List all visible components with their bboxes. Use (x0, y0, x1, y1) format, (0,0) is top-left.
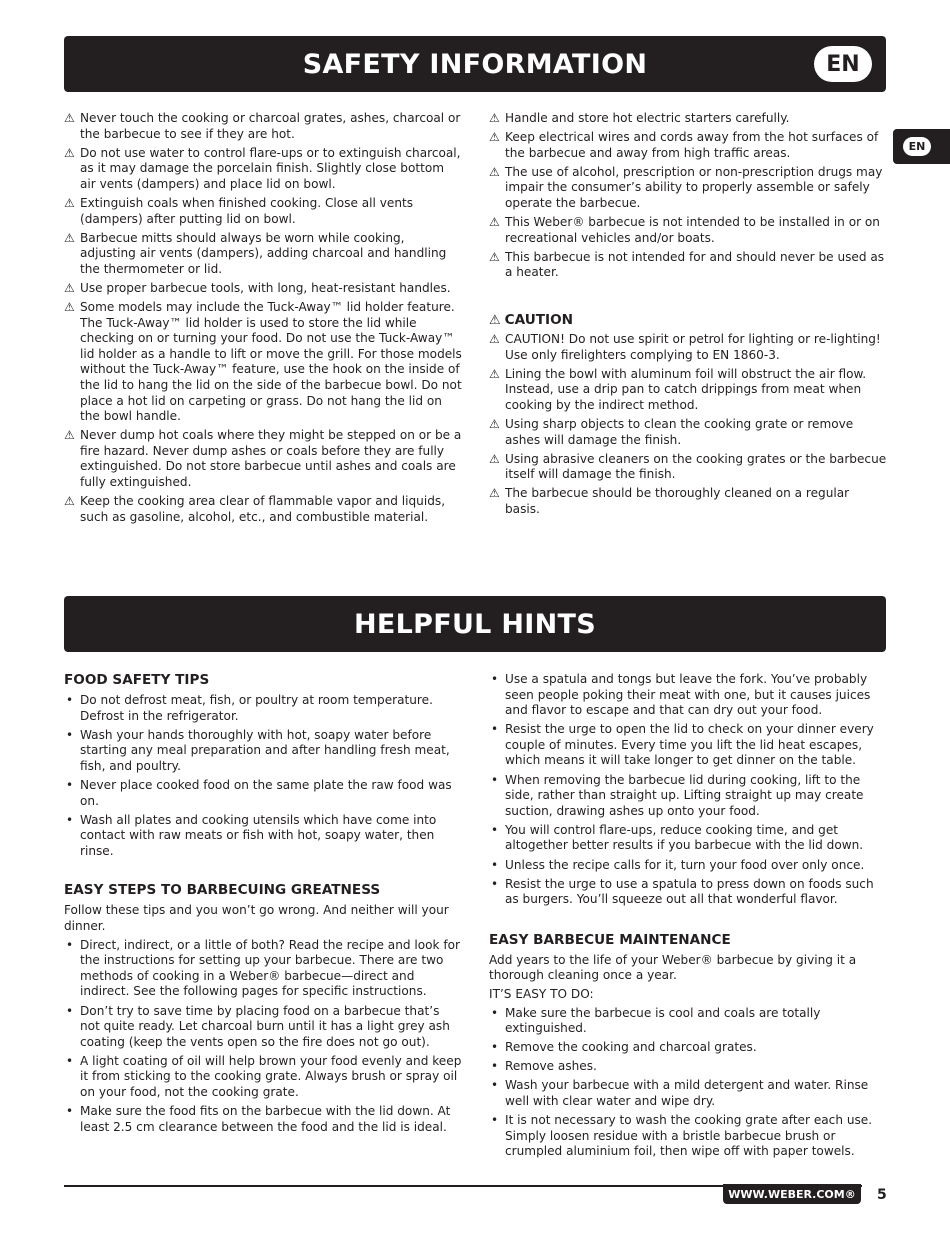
warning-item: ⚠ Never touch the cooking or charcoal grates, ashes, charcoal or the barbecue to see if they are hot. (64, 111, 461, 141)
warning-item: ⚠ This Weber® barbecue is not intended to be installed in or on recreational vehicles and/or boats. (489, 215, 880, 245)
warning-icon: ⚠ (64, 230, 75, 245)
maintenance-easy-label: IT’S EASY TO DO: (489, 987, 594, 1001)
easy-steps-intro: Follow these tips and you won’t go wrong. And neither will your dinner. (64, 903, 449, 934)
warning-item: ⚠ The use of alcohol, prescription or non-prescription drugs may impair the consumer’s ability to properly assemble or safely operate the barbecue. (489, 164, 883, 210)
list-item: • Resist the urge to open the lid to check on your dinner every couple of minutes. Every time you lift the lid heat escapes, which means it will take longer to get dinner on the table. (491, 722, 874, 768)
easy-steps-heading: EASY STEPS TO BARBECUING GREATNESS (64, 882, 381, 899)
bullet-icon: • (491, 822, 499, 837)
bullet-icon: • (491, 1078, 499, 1093)
list-item: • Remove the cooking and charcoal grates. (491, 1040, 757, 1055)
warning-item: ⚠ Handle and store hot electric starters carefully. (489, 111, 790, 125)
list-item: • Wash your barbecue with a mild detergent and water. Rinse well with clear water and wipe dry. (491, 1078, 869, 1109)
bullet-icon: • (66, 1053, 74, 1068)
bullet-icon: • (66, 777, 74, 792)
safety-information-title: SAFETY INFORMATION (302, 48, 648, 80)
list-item: • It is not necessary to wash the cooking grate after each use. Simply loosen residue with a bristle barbecue brush or crumpled aluminium foil, then wipe off with paper towels. (491, 1113, 873, 1159)
warning-icon: ⚠ (489, 486, 500, 501)
warning-item: ⚠ This barbecue is not intended for and should never be used as a heater. (489, 249, 885, 280)
warning-icon: ⚠ (489, 366, 500, 381)
warning-item: ⚠ Do not use water to control flare-ups or to extinguish charcoal, as it may damage the porcelain finish. Slightly close bottom air vents (dampers) and place lid on bowl. (64, 145, 461, 191)
website-link[interactable]: WWW.WEBER.COM® (723, 1184, 861, 1204)
language-side-badge: EN (903, 137, 931, 156)
bullet-icon: • (491, 1059, 499, 1074)
bullet-icon: • (491, 772, 499, 787)
food-safety-heading: FOOD SAFETY TIPS (64, 672, 210, 688)
caution-section (489, 312, 887, 521)
list-item: • Don’t try to save time by placing food on a barbecue that’s not quite ready. Let charcoal burn until it has a light grey ash coating (keep the vents open so the fire does not go out). (66, 1003, 450, 1049)
bullet-icon: • (491, 722, 499, 737)
helpful-hints-banner (64, 596, 886, 652)
warning-icon: ⚠ (64, 145, 75, 160)
bullet-icon: • (66, 812, 74, 827)
bullet-icon: • (491, 1040, 499, 1055)
safety-left-column (64, 111, 462, 529)
list-item: • Wash all plates and cooking utensils which have come into contact with raw meats or fish with hot, soapy water, then rinse. (66, 812, 437, 858)
caution-heading: ⚠ CAUTION (489, 312, 574, 328)
list-item: • Unless the recipe calls for it, turn your food over only once. (491, 857, 865, 872)
list-item: • Wash your hands thoroughly with hot, soapy water before starting any meal preparation and after handling fresh meat, fish, and poultry. (66, 727, 450, 773)
list-item: • A light coating of oil will help brown your food evenly and keep it from sticking to the cooking grate. Always brush or spray oil on your food, not the cooking grate. (66, 1053, 462, 1099)
bullet-icon: • (491, 1113, 499, 1128)
bullet-icon: • (491, 857, 499, 872)
warning-item: ⚠ Barbecue mitts should always be worn while cooking, adjusting air vents (dampers), adding charcoal and handling the thermometer or lid. (64, 230, 447, 276)
warning-icon: ⚠ (489, 313, 501, 328)
warning-icon: ⚠ (489, 164, 500, 179)
caution-item: ⚠ The barbecue should be thoroughly cleaned on a regular basis. (489, 486, 850, 516)
warning-icon: ⚠ (489, 215, 500, 230)
safety-information-banner (64, 36, 886, 92)
food-safety-list (64, 693, 462, 859)
warning-icon: ⚠ (64, 428, 75, 443)
caution-item: ⚠ Using sharp objects to clean the cooking grate or remove ashes will damage the finish. (489, 416, 854, 447)
warning-item: ⚠ Never dump hot coals where they might be stepped on or be a fire hazard. Never dump ashes or coals before they are fully extinguished. Do not store barbecue until ashes and coals are fully extinguished. (64, 428, 462, 490)
list-item: • Use a spatula and tongs but leave the fork. You’ve probably seen people poking their meat with one, but it causes juices and flavor to escape and that can dry out your food. (491, 672, 871, 718)
list-item: • Do not defrost meat, fish, or poultry at room temperature. Defrost in the refrigerator. (66, 693, 433, 723)
warning-icon: ⚠ (64, 111, 75, 125)
list-item: • When removing the barbecue lid during cooking, lift to the side, rather than straight up. Lifting straight up may create suction, drawing ashes up onto your food. (491, 772, 864, 818)
caution-item: ⚠ CAUTION! Do not use spirit or petrol for lighting or re-lighting! Use only firelighters complying to EN 1860-3. (489, 332, 881, 362)
maintenance-heading: EASY BARBECUE MAINTENANCE (489, 931, 731, 948)
warning-item: ⚠ Extinguish coals when finished cooking. Close all vents (dampers) after putting lid on bowl. (64, 195, 414, 226)
caution-list (489, 332, 887, 518)
warning-item: ⚠ Use proper barbecue tools, with long, heat-resistant handles. (64, 280, 451, 295)
warning-icon: ⚠ (489, 249, 500, 264)
barbecue-tips-list (489, 672, 887, 908)
page-number: 5 (877, 1187, 887, 1203)
helpful-hints-title: HELPFUL HINTS (353, 608, 596, 640)
warning-icon: ⚠ (489, 111, 500, 125)
bullet-icon: • (491, 672, 499, 686)
language-side-tab (893, 129, 950, 164)
warning-icon: ⚠ (64, 280, 75, 295)
caution-item: ⚠ Lining the bowl with aluminum foil will obstruct the air flow. Instead, use a drip pan to catch drippings from meat when cooking by the indirect method. (489, 366, 867, 412)
language-badge: EN (814, 46, 872, 82)
list-item: • Resist the urge to use a spatula to press down on foods such as burgers. You’ll squeeze out all that wonderful flavor. (491, 876, 874, 907)
bullet-icon: • (66, 1003, 74, 1018)
list-item: • Make sure the barbecue is cool and coals are totally extinguished. (491, 1005, 821, 1036)
warning-icon: ⚠ (64, 494, 75, 509)
hints-right-column (489, 672, 887, 1163)
safety-right-list (489, 111, 887, 281)
bullet-icon: • (66, 1104, 74, 1119)
bullet-icon: • (491, 1005, 499, 1020)
warning-icon: ⚠ (64, 300, 75, 315)
list-item: • Make sure the food fits on the barbecue with the lid down. At least 2.5 cm clearance between the food and the lid is ideal. (66, 1104, 451, 1134)
safety-left-list (64, 111, 462, 525)
warning-item: ⚠ Keep electrical wires and cords away from the hot surfaces of the barbecue and away from high traffic areas. (489, 130, 879, 160)
bullet-icon: • (491, 876, 499, 891)
caution-item: ⚠ Using abrasive cleaners on the cooking grates or the barbecue itself will damage the finish. (489, 451, 887, 482)
list-item: • Remove ashes. (491, 1059, 597, 1074)
maintenance-list (489, 1006, 887, 1160)
easy-steps-list (64, 938, 462, 1136)
bullet-icon: • (66, 937, 74, 952)
list-item: • You will control flare-ups, reduce cooking time, and get altogether better results if you barbecue with the lid down. (491, 822, 864, 853)
warning-icon: ⚠ (489, 451, 500, 466)
warning-icon: ⚠ (489, 416, 500, 431)
warning-icon: ⚠ (64, 195, 75, 210)
warning-item: ⚠ Some models may include the Tuck-Away™ lid holder feature. The Tuck-Away™ lid holder is used to store the lid while checking on or turning your food. Do not use the Tuck-Away™ lid holder as a handle to lift or move the grill. For those models without the Tuck-Away™ feature, use the hook on the inside of the lid to hang the lid on the side of the barbecue bowl. Do not place a hot lid on carpeting or grass. Do not hang the lid on the bowl handle. (64, 300, 462, 424)
warning-item: ⚠ Keep the cooking area clear of flammable vapor and liquids, such as gasoline, alcohol, etc., and combustible material. (64, 494, 446, 524)
warning-icon: ⚠ (489, 130, 500, 145)
hints-left-column (64, 672, 462, 1139)
safety-right-column (489, 111, 887, 284)
list-item: • Direct, indirect, or a little of both? Read the recipe and look for the instructions for setting up your barbecue. There are two methods of cooking in a Weber® barbecue—direct and indirect. See the following pages for specific instructions. (66, 937, 461, 999)
list-item: • Never place cooked food on the same plate the raw food was on. (66, 777, 452, 808)
warning-icon: ⚠ (489, 332, 500, 346)
bullet-icon: • (66, 727, 74, 742)
bullet-icon: • (66, 693, 74, 707)
maintenance-intro: Add years to the life of your Weber® barbecue by giving it a thorough cleaning once a year. (489, 952, 857, 983)
